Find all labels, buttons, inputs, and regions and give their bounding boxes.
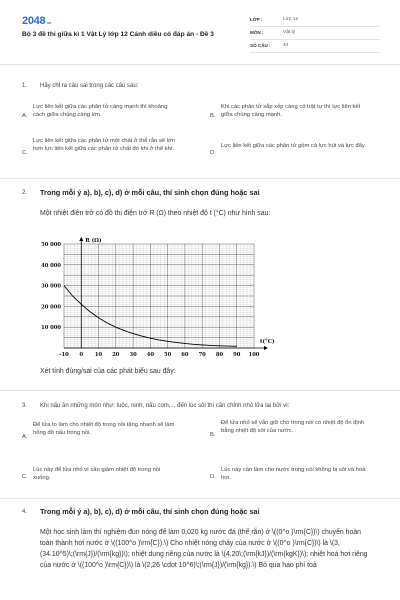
- option-a[interactable]: [22, 103, 192, 131]
- question-number: 3.: [22, 403, 28, 409]
- x-tick-label: 80: [215, 352, 224, 358]
- option-text: Lúc này để lửa nhỏ vì cần giảm nhiệt độ trong nồi xuống.: [33, 467, 161, 482]
- question-2-intro: Một nhiệt điện trở có đồ thị điện trở R (Ω) theo nhiệt độ t (°C) như hình sau:: [40, 210, 271, 217]
- option-label: D.: [210, 474, 216, 481]
- question-text: Hãy chỉ ra câu sai trong các câu sau:: [40, 83, 139, 89]
- meta-row-class: [250, 14, 380, 27]
- meta-value: 44: [283, 42, 289, 48]
- option-text: Lực liên kết giữa các phân tử một chất ở thể rắn sẽ lớn hơn lực liên kết giữa các phân tử chất đó khi ở thể khí.: [33, 138, 176, 153]
- option-text: Để lửa to làm cho nhiệt độ trong nồi tăng nhanh sẽ làm hỏng đồ nấu trong nồi.: [33, 422, 175, 437]
- x-tick-label: 20: [112, 352, 120, 358]
- option-b[interactable]: [210, 103, 380, 131]
- option-label: A.: [22, 434, 28, 441]
- x-tick-label: 70: [198, 352, 206, 358]
- y-axis-arrow: [79, 237, 83, 241]
- option-d[interactable]: [210, 466, 380, 490]
- meta-key: MÔN :: [250, 29, 264, 35]
- document-meta: [250, 14, 380, 53]
- meta-value: Lớp 12: [283, 16, 299, 22]
- meta-value: Vật lý: [283, 29, 295, 35]
- question-text: Trong mỗi ý a), b), c), d) ở mỗi câu, thí sinh chọn đúng hoặc sai: [40, 188, 260, 197]
- divider: [0, 390, 400, 391]
- question-text: Khi nấu ăn những món như: luộc, ninh, nấu com,... đến lúc sôi thì cần chỉnh nhỏ lửa lại bởi vì:: [40, 403, 290, 409]
- question-text: Trong mỗi ý a), b), c), d) ở mỗi câu, thí sinh chọn đúng hoặc sai: [40, 507, 260, 516]
- meta-row-count: [250, 40, 380, 53]
- option-label: C.: [22, 150, 28, 157]
- y-tick-label: 10 000: [41, 325, 61, 332]
- question-number: 1.: [22, 83, 28, 89]
- question-3: [22, 402, 382, 502]
- question-1: [22, 82, 382, 182]
- option-b[interactable]: [210, 419, 380, 453]
- x-tick-label: 90: [233, 352, 241, 358]
- x-tick-label: 0: [79, 352, 84, 358]
- question-4-body: Một học sinh làm thí nghiệm đun nóng để làm 0,020 kg nước đá (thể rắn) ở \((0^o )\rm{C})\) chuyển hoàn toàn thành hơi nước ở \((100^o )\rm{C}).\) Cho nhiệt nóng chảy của nước ở \((0^o )\rm{C})\) là \(3,(34.10^5)\;(\rm{J})/(\rm{kg})\); nhiệt dung riêng của nước là \(4,20\;(\rm{kJ})/(\rm{kgK})\); nhiệt hoá hơi riêng của nước ở \((100^o )\rm{C})\) là \(2,26 \cdot 10^6)\;(\rm{J})/(\rm{kg}).\) Bỏ qua hao phí toả: [40, 529, 368, 570]
- meta-key: SỐ CÂU :: [250, 42, 271, 48]
- option-text: Khi các phân tử sắp xếp càng có trật tự thì lực liên kết giữa chúng càng mạnh.: [221, 104, 361, 119]
- site-logo[interactable]: 2048.vn: [22, 15, 52, 27]
- option-label: A.: [22, 113, 28, 120]
- page-header: [0, 0, 400, 62]
- x-tick-label: 40: [146, 352, 154, 358]
- option-text: Để lửa nhỏ sẽ vẫn giữ cho trong nồi có nhiệt độ ổn định bằng nhiệt độ sôi của nước.: [221, 420, 365, 435]
- document-title: Bộ 3 đề thi giữa kì 1 Vật Lý lớp 12 Cánh diều có đáp án - Đề 3: [22, 31, 214, 38]
- meta-row-subject: [250, 27, 380, 40]
- option-label: B.: [210, 432, 216, 439]
- option-label: D.: [210, 150, 216, 157]
- option-label: B.: [210, 113, 216, 120]
- option-a[interactable]: [22, 421, 192, 455]
- x-tick-label: 100: [248, 352, 260, 358]
- x-axis-label: t(°C): [260, 339, 275, 345]
- option-text: Lúc này cần làm cho nước trong nồi không bị sôi và hoá hơi.: [221, 467, 366, 482]
- option-text: Lực liên kết giữa các phân tử gồm cả lực hút và lực đẩy.: [221, 143, 366, 149]
- y-tick-label: 20 000: [41, 304, 61, 311]
- y-axis-label: R (Ω): [85, 238, 102, 244]
- question-number: 4.: [22, 509, 28, 515]
- meta-key: LỚP :: [250, 16, 263, 22]
- option-d[interactable]: [210, 142, 380, 166]
- x-axis-arrow: [264, 346, 268, 350]
- question-number: 2.: [22, 190, 28, 196]
- option-label: C.: [22, 474, 28, 481]
- x-tick-label: -10: [59, 352, 69, 358]
- x-tick-label: 10: [94, 352, 103, 358]
- y-tick-label: 30 000: [41, 283, 61, 290]
- y-tick-label: 50 000: [41, 242, 61, 248]
- option-c[interactable]: [22, 466, 192, 490]
- question-2-outro: Xét tính đúng/sai của các phát biểu sau đây:: [40, 368, 176, 375]
- question-4: [22, 507, 382, 527]
- divider: [0, 498, 400, 499]
- x-tick-label: 30: [129, 352, 137, 358]
- option-c[interactable]: [22, 137, 192, 171]
- x-tick-label: 50: [164, 352, 172, 358]
- divider: [0, 64, 400, 65]
- question-2: [22, 188, 382, 208]
- x-tick-label: 60: [181, 352, 189, 358]
- y-tick-label: 40 000: [41, 262, 61, 269]
- option-text: Lực liên kết giữa các phân tử càng mạnh thì khoảng cách giữa chúng càng lớn.: [33, 104, 168, 119]
- divider: [0, 178, 400, 179]
- resistance-temperature-chart: [28, 232, 288, 360]
